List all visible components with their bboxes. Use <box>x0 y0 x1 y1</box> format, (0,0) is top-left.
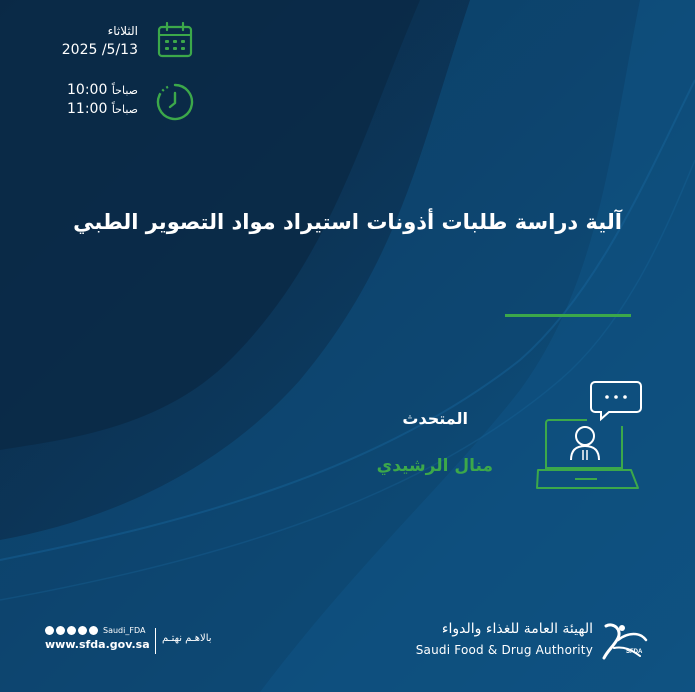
facebook-icon[interactable] <box>89 626 98 635</box>
speaker-label: المتحدث <box>402 409 468 428</box>
sfda-logo <box>600 618 650 662</box>
start-period: صباحاً <box>111 84 138 97</box>
speaker-name: منال الرشيدي <box>376 456 493 476</box>
event-date: 2025 /5/13 <box>61 42 138 58</box>
title-divider <box>505 314 631 317</box>
event-day: الثلاثاء <box>107 24 138 38</box>
event-title: آلية دراسة طلبات أذونات استيراد مواد التصوير الطبي <box>73 210 622 234</box>
clock-icon <box>155 82 195 122</box>
social-links <box>45 626 145 635</box>
start-time: 10:00 <box>67 82 108 98</box>
calendar-icon <box>157 22 193 58</box>
twitter-icon[interactable] <box>45 626 54 635</box>
instagram-icon[interactable] <box>78 626 87 635</box>
youtube-icon[interactable] <box>67 626 76 635</box>
website-link[interactable]: www.sfda.gov.sa <box>45 638 150 651</box>
end-time: 11:00 <box>67 101 108 117</box>
event-start-time <box>67 82 138 98</box>
snapchat-icon[interactable] <box>56 626 65 635</box>
social-handle[interactable]: Saudi_FDA <box>103 626 146 635</box>
org-name-english: Saudi Food & Drug Authority <box>415 643 593 657</box>
presenter-icon <box>535 378 645 492</box>
end-period: صباحاً <box>111 103 138 116</box>
footer-separator <box>155 628 156 654</box>
slogan: بالاهـم نهتـم <box>162 633 212 644</box>
org-name-arabic: الهيئة العامة للغذاء والدواء <box>441 621 593 637</box>
logo-text: SFDA <box>626 649 643 655</box>
event-end-time <box>67 101 138 117</box>
